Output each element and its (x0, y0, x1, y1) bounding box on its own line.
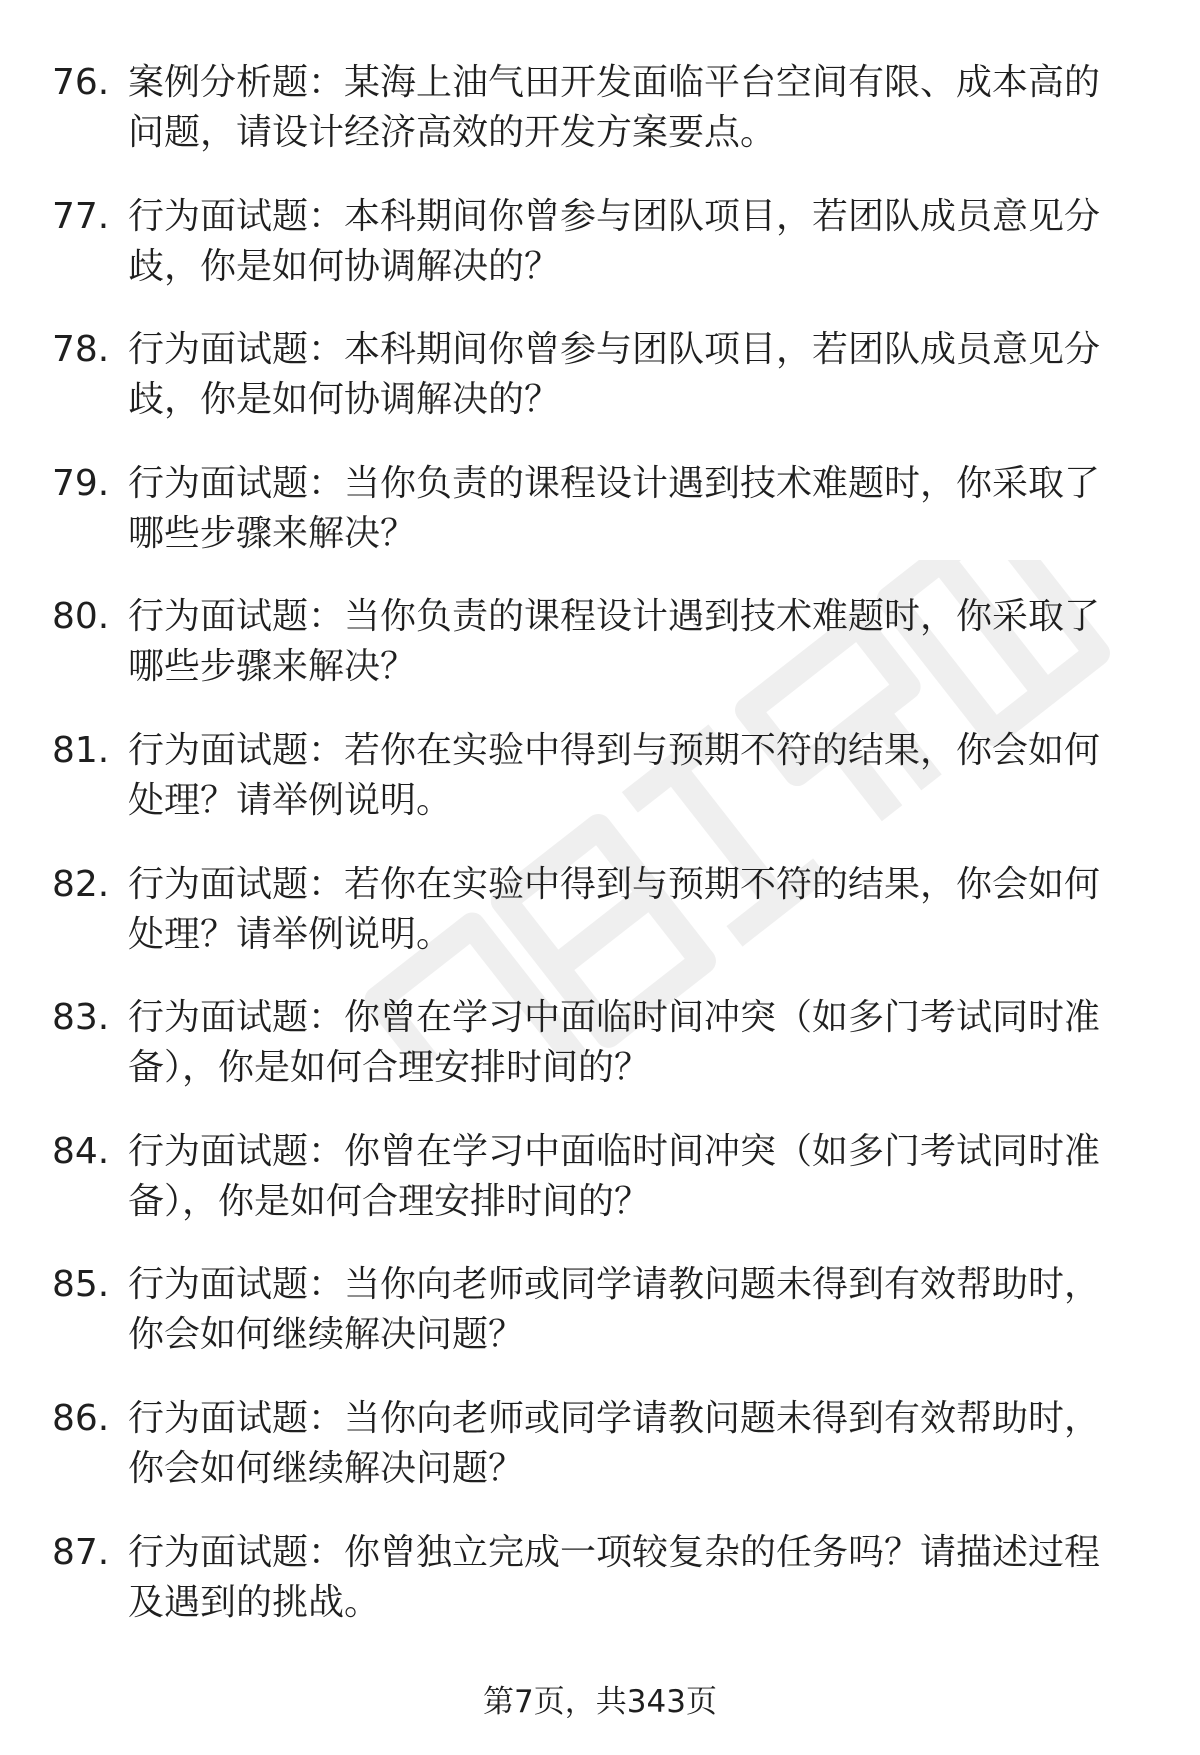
question-number: 84. (52, 1130, 110, 1172)
question-text: 行为面试题：当你负责的课程设计遇到技术难题时，你采取了哪些步骤来解决？ (128, 596, 1101, 688)
list-item (52, 1528, 1152, 1662)
question-number: 76. (52, 62, 110, 103)
question-number: 86. (52, 1397, 110, 1439)
question-number: 82. (52, 863, 110, 905)
list-item (52, 1394, 1152, 1528)
question-number: 79. (52, 462, 110, 504)
list-item (52, 1127, 1152, 1261)
question-text: 行为面试题：当你负责的课程设计遇到技术难题时，你采取了哪些步骤来解决？ (128, 462, 1101, 554)
question-number: 87. (52, 1531, 110, 1573)
question-text: 行为面试题：若你在实验中得到与预期不符的结果，你会如何处理？请举例说明。 (128, 863, 1101, 955)
list-item (52, 325, 1152, 459)
question-number: 78. (52, 329, 110, 371)
list-item (52, 192, 1152, 326)
question-number: 77. (52, 195, 110, 237)
question-number: 81. (52, 729, 110, 771)
question-text: 行为面试题：当你向老师或同学请教问题未得到有效帮助时，你会如何继续解决问题？ (128, 1397, 1101, 1489)
question-text: 行为面试题：当你向老师或同学请教问题未得到有效帮助时，你会如何继续解决问题？ (128, 1264, 1101, 1356)
question-text: 行为面试题：你曾独立完成一项较复杂的任务吗？请描述过程及遇到的挑战。 (128, 1531, 1101, 1623)
list-item (52, 58, 1152, 192)
question-number: 80. (52, 596, 110, 638)
question-text: 行为面试题：若你在实验中得到与预期不符的结果，你会如何处理？请举例说明。 (128, 729, 1101, 821)
question-text: 行为面试题：你曾在学习中面临时间冲突（如多门考试同时准备），你是如何合理安排时间的？ (128, 1130, 1101, 1222)
list-item (52, 726, 1152, 860)
question-text: 案例分析题：某海上油气田开发面临平台空间有限、成本高的问题，请设计经济高效的开发方案要点。 (128, 62, 1101, 153)
list-item (52, 459, 1152, 593)
question-text: 行为面试题：本科期间你曾参与团队项目，若团队成员意见分歧，你是如何协调解决的？ (128, 329, 1101, 421)
list-item (52, 592, 1152, 726)
question-list (52, 58, 1152, 1661)
question-text: 行为面试题：你曾在学习中面临时间冲突（如多门考试同时准备），你是如何合理安排时间的？ (128, 997, 1101, 1089)
question-number: 85. (52, 1264, 110, 1306)
list-item (52, 860, 1152, 994)
question-number: 83. (52, 997, 110, 1039)
list-item (52, 1260, 1152, 1394)
question-text: 行为面试题：本科期间你曾参与团队项目，若团队成员意见分歧，你是如何协调解决的？ (128, 195, 1101, 287)
page-footer (0, 1682, 1200, 1722)
page-number-label: 第7页，共343页 (483, 1684, 717, 1720)
list-item (52, 993, 1152, 1127)
